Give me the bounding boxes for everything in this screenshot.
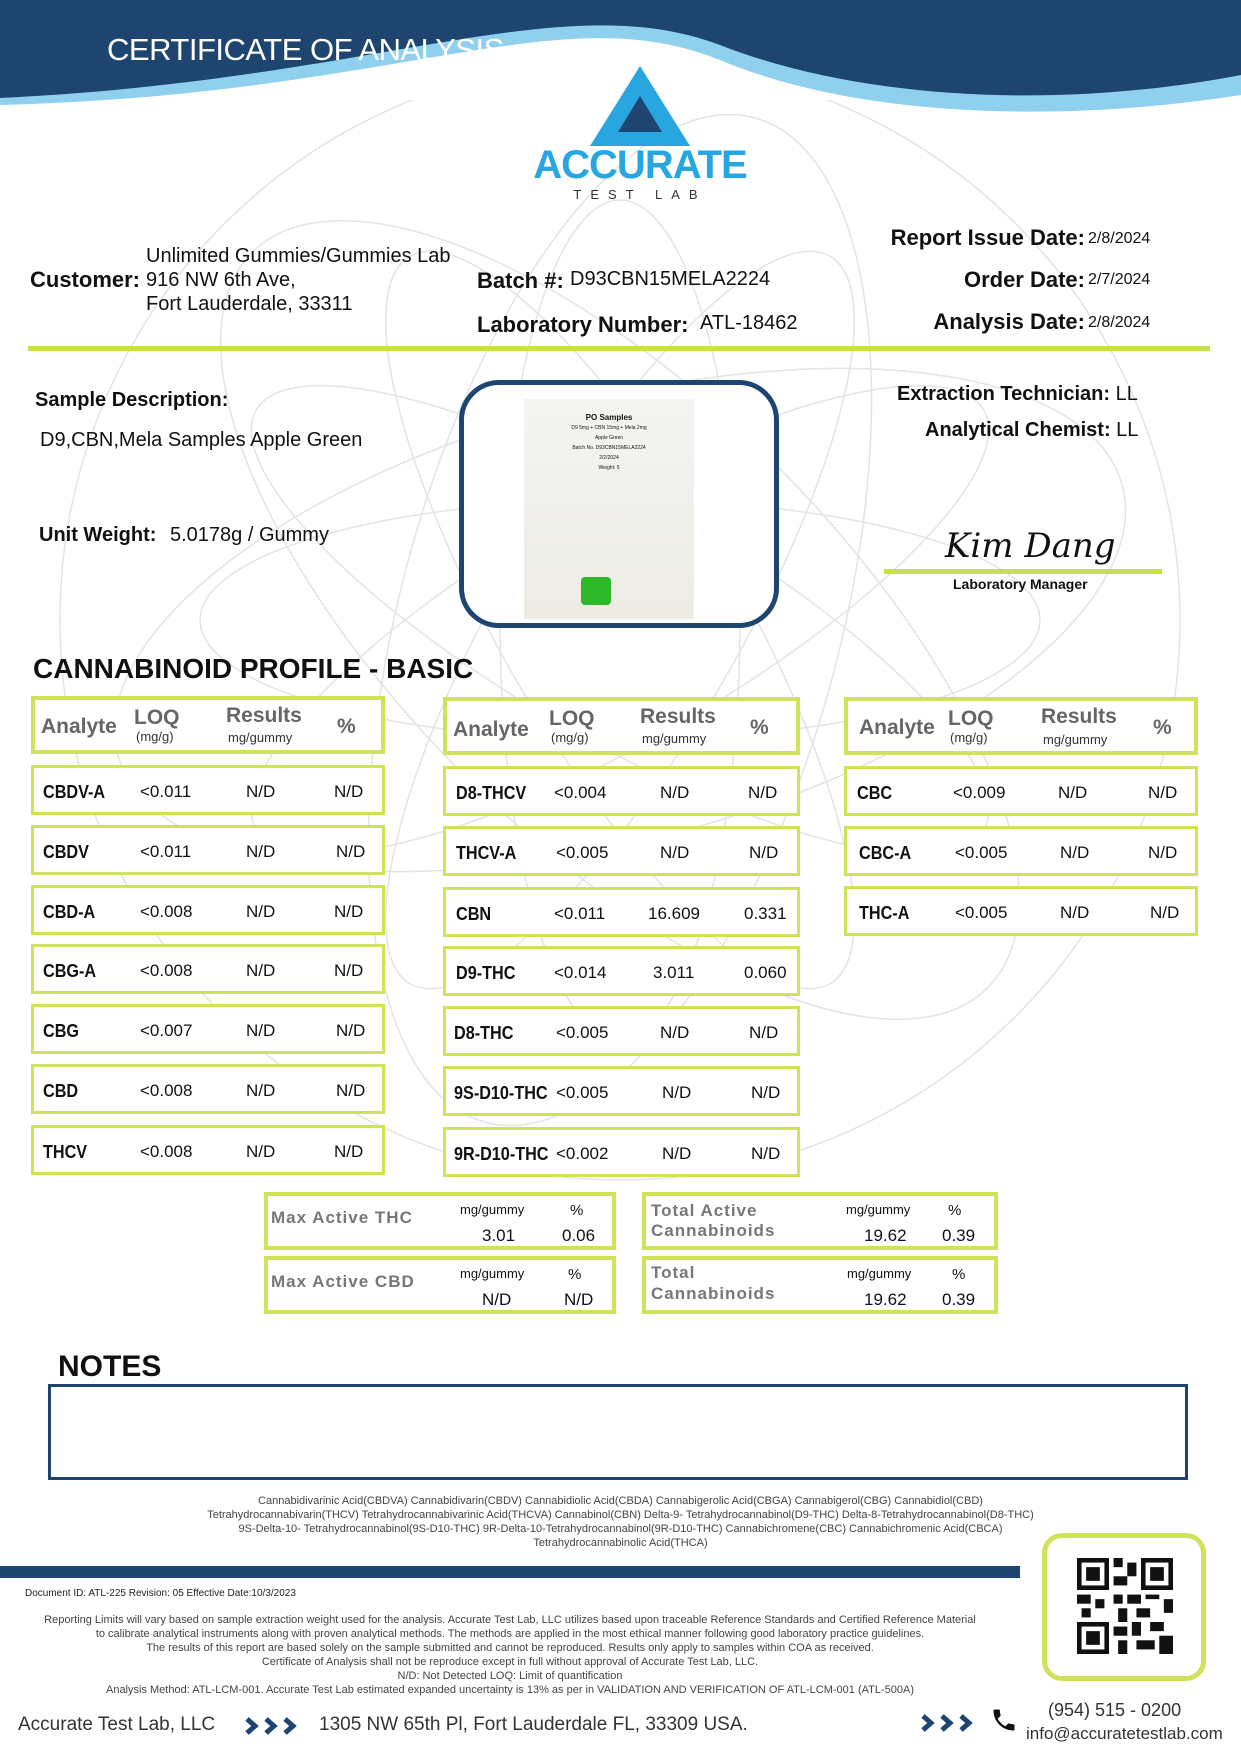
analyte: CBG-A: [43, 961, 97, 981]
loq: <0.011: [554, 904, 606, 923]
loq: <0.014: [554, 963, 607, 982]
result: N/D: [660, 783, 690, 802]
max-active-cbd-pct: N/D: [564, 1290, 594, 1309]
max-active-thc-pct: 0.06: [562, 1226, 596, 1245]
notes-title: NOTES: [58, 1350, 162, 1383]
header-pct: %: [337, 715, 356, 738]
customer-name: Unlimited Gummies/Gummies Lab: [146, 245, 451, 267]
customer-address-line2: Fort Lauderdale, 33311: [146, 293, 353, 315]
glossary-line2: Tetrahydrocannabivarin(THCV) Tetrahydrocannabivarinic Acid(THCVA) Cannabinol(CBN) Delta-9- Tetrahydrocannabinol(D9-THC) Delta-8-Tetrahydrocannabinol(D8-THC): [207, 1509, 1034, 1521]
document-title: CERTIFICATE OF ANALYSIS: [107, 32, 504, 67]
analyte: THCV: [43, 1142, 88, 1162]
max-active-thc-mg: 3.01: [482, 1226, 516, 1245]
bag-label-l1: PO Samples: [585, 413, 633, 422]
chevron-right-icon: [920, 1713, 982, 1733]
pct: N/D: [336, 1021, 366, 1040]
disclaimer-line6: Analysis Method: ATL-LCM-001. Accurate Test Lab estimated expanded uncertainty is 13% as per in VALIDATION AND VERIFICATION OF ATL-LCM-001 (ATL-500A): [105, 1684, 915, 1696]
table-row: [443, 1006, 800, 1056]
pct: N/D: [336, 842, 366, 861]
analyte: CBN: [456, 904, 492, 924]
total-active-cannabinoids-box: [642, 1192, 998, 1250]
result: N/D: [246, 902, 276, 921]
analytical-chemist-label: Analytical Chemist:: [925, 419, 1111, 441]
signature-line: [884, 569, 1162, 574]
unit-pct: %: [948, 1202, 962, 1219]
footer-company: Accurate Test Lab, LLC: [18, 1714, 216, 1735]
customer-label: Customer:: [30, 267, 141, 292]
table-row: [844, 766, 1198, 816]
extraction-technician-label: Extraction Technician:: [897, 383, 1111, 405]
analyte: THCV-A: [456, 843, 517, 863]
loq: <0.008: [140, 1081, 193, 1100]
gummy: [581, 577, 611, 605]
header-loq: LOQ: [549, 707, 595, 730]
max-active-thc-box: [264, 1192, 616, 1250]
pct: N/D: [1148, 843, 1178, 862]
result: N/D: [662, 1083, 692, 1102]
loq: <0.007: [140, 1021, 193, 1040]
pct: N/D: [334, 902, 364, 921]
header-loq-unit: (mg/g): [950, 730, 988, 745]
header-loq-unit: (mg/g): [136, 729, 174, 744]
unit-mg: mg/gummy: [460, 1266, 525, 1281]
bag-label-l3: Apple Green: [594, 435, 624, 441]
pct: N/D: [336, 1081, 366, 1100]
table-row: [443, 826, 800, 876]
disclaimer-line4: Certificate of Analysis shall not be reproduce except in full without approval of Accurate Test Lab, LLC.: [261, 1656, 759, 1668]
table-row: [443, 887, 800, 937]
profile-title: CANNABINOID PROFILE - BASIC: [33, 653, 474, 684]
loq: <0.005: [955, 903, 1008, 922]
unit-weight-label: Unit Weight:: [39, 524, 157, 546]
loq: <0.005: [955, 843, 1008, 862]
pct: N/D: [749, 843, 779, 862]
bag-label-l2: D9 5mg + CBN 15mg + Mela 2mg: [571, 425, 647, 431]
logo-mark-icon: [590, 66, 690, 146]
disclaimer-line5: N/D: Not Detected LOQ: Limit of quantification: [397, 1670, 623, 1682]
logo-subtitle: TEST LAB: [573, 187, 707, 202]
header-results: Results: [1041, 705, 1117, 728]
loq: <0.011: [140, 842, 192, 861]
pct: N/D: [751, 1083, 781, 1102]
table-row: [31, 765, 385, 815]
header-results-unit: mg/gummy: [1043, 732, 1108, 747]
table-row: [31, 885, 385, 935]
total-active-pct: 0.39: [942, 1226, 976, 1245]
pct: N/D: [751, 1144, 781, 1163]
document-id: Document ID: ATL-225 Revision: 05 Effective Date:10/3/2023: [25, 1588, 296, 1599]
analyte: THC-A: [859, 903, 910, 923]
laboratory-manager-label: Laboratory Manager: [953, 576, 1088, 592]
header-analyte: Analyte: [453, 718, 529, 741]
loq: <0.009: [953, 783, 1006, 802]
unit-weight: 5.0178g / Gummy: [170, 524, 329, 546]
total-active-label-2: Cannabinoids: [651, 1221, 776, 1240]
total-cannabinoids-box: [642, 1256, 998, 1314]
header-pct: %: [1153, 716, 1172, 739]
analyte: CBDV-A: [43, 782, 106, 802]
loq: <0.002: [556, 1144, 609, 1163]
batch-value: D93CBN15MELA2224: [570, 268, 771, 290]
analyte: 9S-D10-THC: [454, 1083, 548, 1103]
table-header-col3: [844, 697, 1198, 755]
analytical-chemist-value: LL: [1116, 419, 1139, 441]
qr-code-box[interactable]: [1042, 1533, 1206, 1681]
report-issue-date-label: Report Issue Date:: [890, 225, 1085, 250]
extraction-technician-value: LL: [1115, 383, 1138, 405]
result: N/D: [246, 1081, 276, 1100]
pct: N/D: [1148, 783, 1178, 802]
header-results-unit: mg/gummy: [642, 731, 707, 746]
max-active-cbd-box: [264, 1256, 616, 1314]
analyte: D8-THCV: [456, 783, 527, 803]
notes-box: [48, 1384, 1188, 1480]
result: N/D: [1058, 783, 1088, 802]
result: N/D: [246, 961, 276, 980]
table-row: [31, 1125, 385, 1175]
sample-description: D9,CBN,Mela Samples Apple Green: [40, 429, 363, 451]
table-row: [443, 946, 800, 996]
glossary-line4: Tetrahydrocannabinolic Acid(THCA): [533, 1537, 708, 1549]
analyte: CBD: [43, 1081, 79, 1101]
phone-icon: [990, 1706, 1018, 1734]
loq: <0.004: [554, 783, 607, 802]
analyte: D8-THC: [454, 1023, 514, 1043]
table-row: [844, 826, 1198, 876]
loq: <0.008: [140, 902, 193, 921]
header-results: Results: [640, 705, 716, 728]
header-pct: %: [750, 716, 769, 739]
signature: Kim Dang: [945, 526, 1116, 566]
header-results: Results: [226, 704, 302, 727]
order-date: 2/7/2024: [1088, 271, 1151, 288]
header-loq: LOQ: [948, 707, 994, 730]
pct: 0.331: [744, 904, 787, 923]
bag-label-l6: Weight: 5: [598, 465, 620, 471]
analyte: D9-THC: [456, 963, 516, 983]
result: N/D: [246, 842, 276, 861]
footer-divider: [0, 1566, 1020, 1578]
max-active-cbd-mg: N/D: [482, 1290, 512, 1309]
analytical-chemist: [925, 419, 1138, 442]
result: N/D: [1060, 843, 1090, 862]
lab-number-label: Laboratory Number:: [477, 312, 689, 337]
disclaimer-line1: Reporting Limits will vary based on sample extraction weight used for the analysis. Accurate Test Lab, LLC utilizes based upon traceable Reference Standards and Certified Reference Material: [44, 1614, 976, 1626]
loq: <0.008: [140, 961, 193, 980]
result: 3.011: [653, 963, 695, 982]
result: 16.609: [648, 904, 700, 923]
pct: 0.060: [744, 963, 787, 982]
analyte: CBC: [857, 783, 893, 803]
qr-code-icon: [1077, 1558, 1173, 1654]
order-date-label: Order Date:: [963, 267, 1085, 292]
pct: N/D: [749, 1023, 779, 1042]
table-row: [31, 1064, 385, 1114]
table-row: [31, 1004, 385, 1054]
result: N/D: [246, 1021, 276, 1040]
header-loq: LOQ: [134, 706, 180, 729]
unit-mg: mg/gummy: [460, 1202, 525, 1217]
analyte: CBG: [43, 1021, 79, 1041]
table-row: [31, 825, 385, 875]
loq: <0.011: [140, 782, 192, 801]
bag-label-l5: 2/2/2024: [599, 455, 619, 461]
header-divider: [28, 346, 1210, 351]
loq: <0.005: [556, 843, 609, 862]
disclaimer-line3: The results of this report are based solely on the sample submitted and cannot be reproduced. Results only apply to samples within COA as received.: [146, 1642, 874, 1654]
unit-mg: mg/gummy: [846, 1202, 911, 1217]
table-row: [31, 944, 385, 994]
report-issue-date: 2/8/2024: [1088, 230, 1151, 247]
total-pct: 0.39: [942, 1290, 976, 1309]
header-loq-unit: (mg/g): [551, 730, 589, 745]
batch-label: Batch #:: [477, 268, 564, 293]
result: N/D: [660, 843, 690, 862]
logo-name: ACCURATE: [533, 143, 747, 187]
pct: N/D: [748, 783, 778, 802]
result: N/D: [662, 1144, 692, 1163]
loq: <0.005: [556, 1083, 609, 1102]
unit-mg: mg/gummy: [847, 1266, 912, 1281]
table-row: [443, 1127, 800, 1177]
bag-label-l4: Batch No. D93CBN15MELA2224: [572, 445, 646, 451]
analyte: CBDV: [43, 842, 89, 862]
pct: N/D: [334, 782, 364, 801]
max-active-cbd-label: Max Active CBD: [271, 1272, 415, 1291]
table-row: [443, 766, 800, 816]
pct: N/D: [334, 1142, 364, 1161]
unit-pct: %: [568, 1266, 582, 1283]
sample-description-label: Sample Description:: [35, 389, 229, 411]
table-row: [443, 1066, 800, 1116]
header-analyte: Analyte: [859, 716, 935, 739]
total-active-mg: 19.62: [864, 1226, 907, 1245]
sample-bag: [524, 399, 694, 619]
glossary-line1: Cannabidivarinic Acid(CBDVA) Cannabidivarin(CBDV) Cannabidiolic Acid(CBDA) Cannabigerolic Acid(CBGA) Cannabigerol(CBG) Cannabidiol(CBD): [258, 1495, 983, 1507]
table-header-col1: [31, 696, 385, 754]
footer-address: 1305 NW 65th Pl, Fort Lauderdale FL, 33309 USA.: [319, 1714, 748, 1735]
result: N/D: [246, 782, 276, 801]
total-label-2: Cannabinoids: [651, 1284, 776, 1303]
chevron-right-icon: [244, 1716, 306, 1736]
extraction-technician: [897, 383, 1138, 406]
analyte: CBD-A: [43, 902, 96, 922]
analysis-date: 2/8/2024: [1088, 314, 1151, 331]
max-active-thc-label: Max Active THC: [271, 1208, 413, 1227]
result: N/D: [1060, 903, 1090, 922]
result: N/D: [660, 1023, 690, 1042]
customer-address-line1: 916 NW 6th Ave,: [146, 269, 296, 291]
table-row: [844, 886, 1198, 936]
pct: N/D: [1150, 903, 1180, 922]
analyte: 9R-D10-THC: [454, 1144, 549, 1164]
loq: <0.008: [140, 1142, 193, 1161]
footer-phone: (954) 515 - 0200: [1048, 1700, 1182, 1720]
header-results-unit: mg/gummy: [228, 730, 293, 745]
unit-pct: %: [570, 1202, 584, 1219]
analyte: CBC-A: [859, 843, 912, 863]
result: N/D: [246, 1142, 276, 1161]
lab-number-value: ATL-18462: [700, 312, 798, 334]
footer-email: info@accuratetestlab.com: [1026, 1724, 1223, 1743]
header-analyte: Analyte: [41, 715, 117, 738]
total-label-1: Total: [651, 1263, 696, 1282]
pct: N/D: [334, 961, 364, 980]
sample-photo: [459, 380, 779, 628]
disclaimer-line2: to calibrate analytical instruments along with proven analytical methods. The methods are applied in the most ethical manner following good laboratory practice guidelines.: [95, 1628, 925, 1640]
total-active-label-1: Total Active: [651, 1201, 758, 1220]
table-header-col2: [443, 697, 800, 755]
total-mg: 19.62: [864, 1290, 907, 1309]
analysis-date-label: Analysis Date:: [933, 309, 1085, 334]
unit-pct: %: [952, 1266, 966, 1283]
loq: <0.005: [556, 1023, 609, 1042]
glossary-line3: 9S-Delta-10- Tetrahydrocannabinol(9S-D10-THC) 9R-Delta-10-Tetrahydrocannabinol(9R-D10-THC) Cannabichromene(CBC) Cannabichromenic Acid(CBCA): [238, 1523, 1003, 1535]
